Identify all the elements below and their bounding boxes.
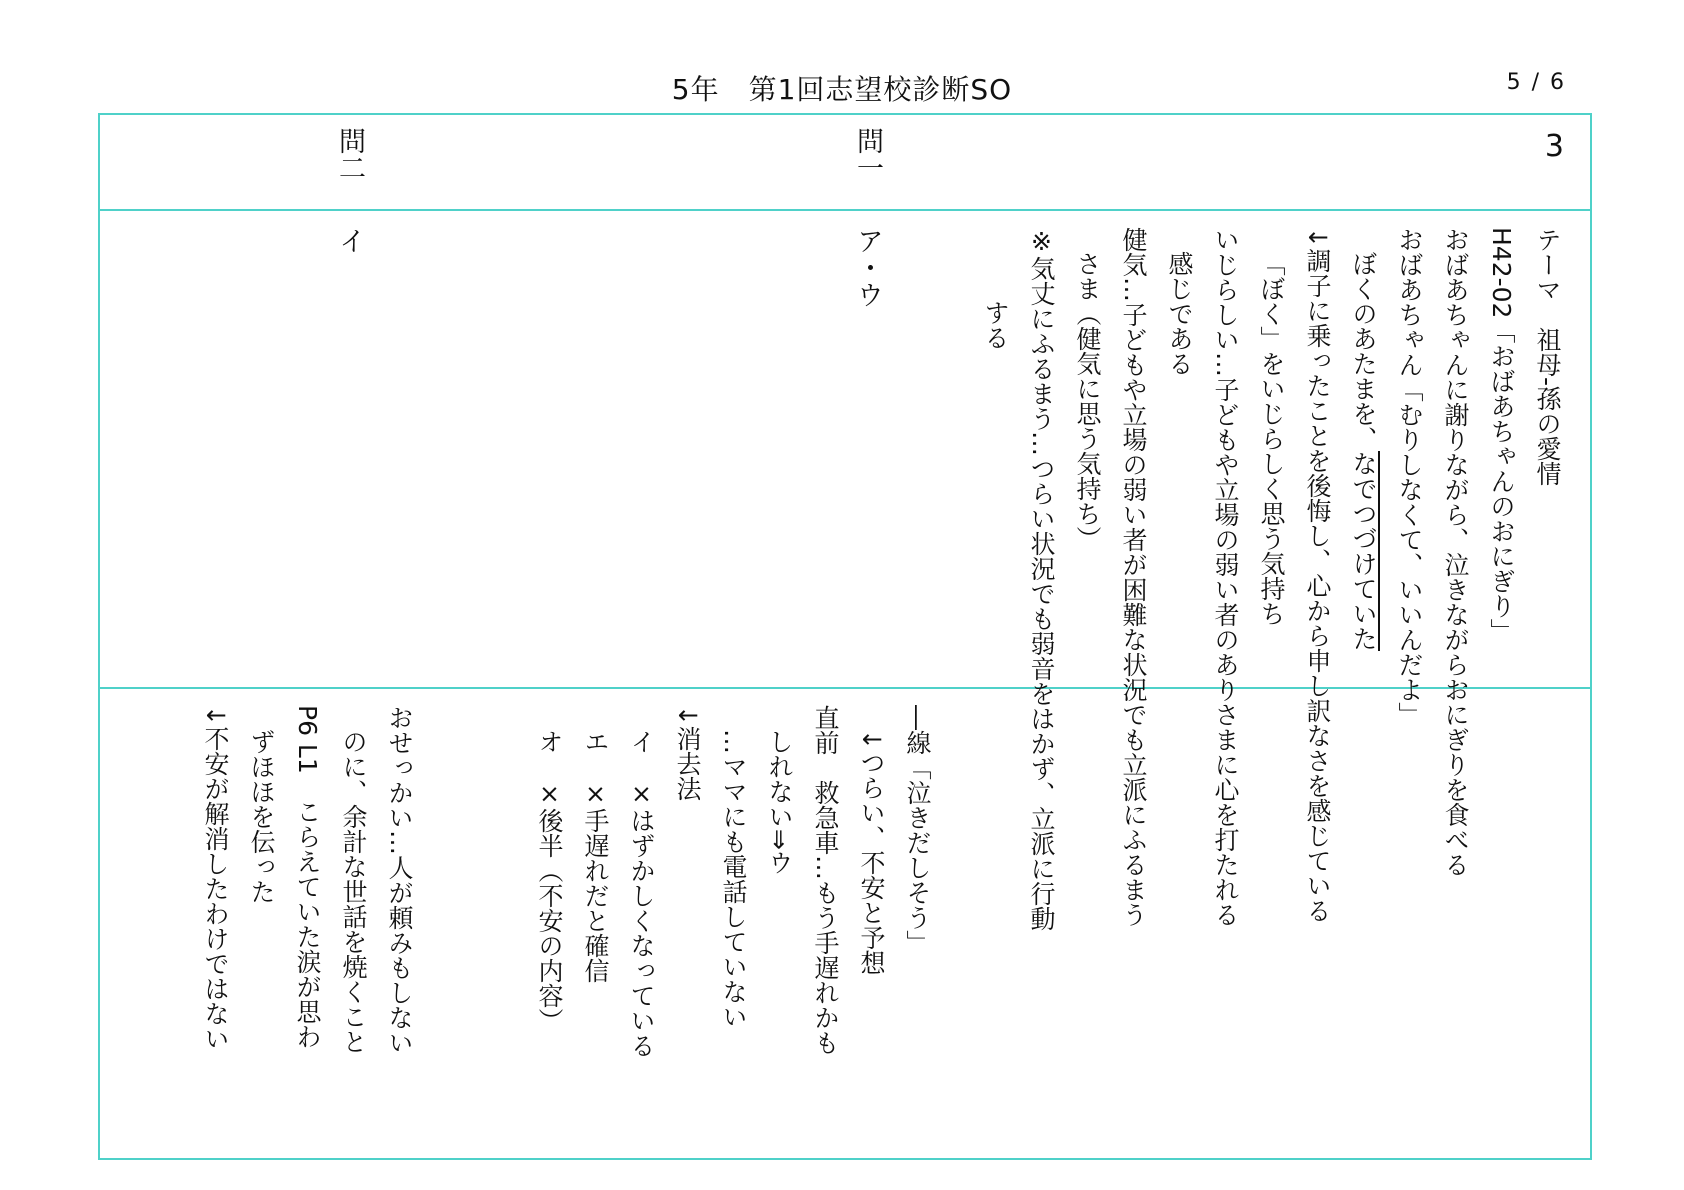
- q1-explanation-line: しれない⇒ウ: [765, 729, 794, 875]
- label-q1: 問一: [852, 127, 883, 181]
- answer-q1: ア・ウ: [852, 227, 883, 308]
- explanation-line: テーマ 祖母-孫の愛情: [1533, 227, 1562, 487]
- explanation-line: おばあちゃんに謝りながら、泣きながらおにぎりを食べる: [1441, 227, 1470, 877]
- q2-explanation-line: ずほほを伝った: [247, 729, 276, 904]
- q1-explanation-line: 直前 救急車…もう手遅れかも: [811, 705, 840, 1055]
- q1-explanation-line: エ ×手遅れだと確信: [581, 729, 610, 983]
- q1-explanation-line: ―線「泣きだしそう」: [903, 705, 932, 955]
- explanation-line: 「ぼく」をいじらしく思う気持ち: [1257, 251, 1286, 626]
- explanation-line: 感じである: [1165, 251, 1194, 376]
- answer-sheet: [98, 113, 1592, 1160]
- q2-explanation-line: P6 L1 こらえていた涙が思わ: [293, 705, 322, 1049]
- q1-explanation-line: イ ×はずかしくなっている: [627, 729, 656, 1058]
- q1-explanation-line: ↓つらい、不安と予想: [857, 729, 886, 975]
- explanation-line: 健気…子どもや立場の弱い者が困難な状況でも立派にふるまう: [1119, 227, 1148, 927]
- q1-explanation-line: …ママにも電話していない: [719, 729, 748, 1029]
- quote-close: 」: [1395, 702, 1424, 727]
- plain-phrase: ぼくのあたまを、: [1349, 251, 1378, 451]
- explanation-line: いじらしい…子どもや立場の弱い者のありさまに心を打たれる: [1211, 227, 1240, 927]
- q2-explanation-line: ↓不安が解消したわけではない: [201, 705, 230, 1051]
- explanation-line: [1340, 251, 1386, 651]
- explanation-line: ※気丈にふるまう…つらい状況でも弱音をはかず、立派に行動: [1027, 227, 1056, 931]
- explanation-line: [1386, 227, 1432, 727]
- explanation-line: H42-02「おばあちゃんのおにぎり」: [1487, 227, 1516, 644]
- question-number: 3: [1544, 129, 1564, 164]
- explanation-line: さま（健気に思う気持ち）: [1073, 251, 1102, 551]
- explanation-line: する: [981, 300, 1010, 350]
- q1-explanation-line: オ ×後半（不安の内容）: [535, 729, 564, 1033]
- quote-open: おばあちゃん「: [1395, 227, 1424, 402]
- document-title: 5年 第1回志望校診断SO: [671, 73, 1013, 106]
- q2-explanation-line: のに、余計な世話を焼くこと: [339, 729, 368, 1054]
- q2-explanation-line: おせっかい…人が頼みもしない: [385, 705, 414, 1055]
- page-number: 5 / 6: [1506, 70, 1566, 95]
- q1-explanation-line: ↓消去法: [673, 705, 702, 801]
- row-divider-bottom: [100, 687, 1590, 689]
- answer-q2: イ: [334, 227, 365, 254]
- row-divider-top: [100, 209, 1590, 211]
- underlined-phrase: なでつづけていた: [1349, 451, 1378, 651]
- underlined-phrase: むりしなくて、いいんだよ: [1395, 402, 1424, 702]
- explanation-line: ↓調子に乗ったことを後悔し、心から申し訳なさを感じている: [1303, 227, 1332, 923]
- label-q2: 問二: [334, 127, 365, 181]
